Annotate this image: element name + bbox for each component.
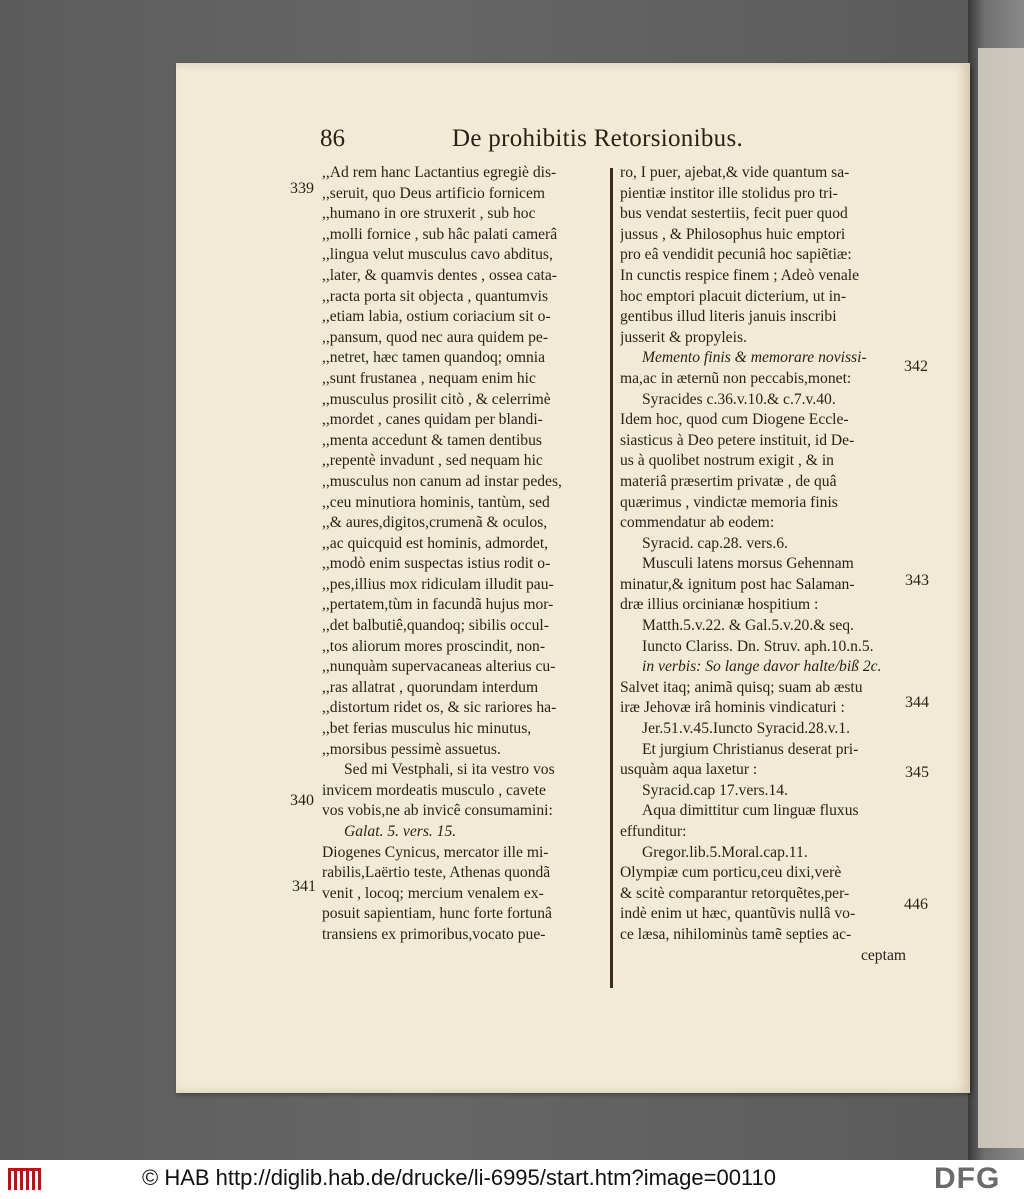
text-line: ,,Ad rem hanc Lactantius egregiè dis-	[322, 164, 557, 181]
citation-line: Jer.51.v.45.Iuncto Syracid.28.v.1.	[642, 720, 851, 738]
text-line: transiens ex primoribus,vocato pue-	[322, 925, 546, 943]
text-line: iræ Jehovæ irâ hominis vindicaturi :	[620, 699, 845, 717]
page-title: De prohibitis Retorsionibus.	[452, 125, 744, 152]
margin-number: 345	[905, 764, 929, 781]
text-line: ,,later, & quamvis dentes , ossea cata-	[322, 266, 557, 284]
text-line: ro, I puer, ajebat,& vide quantum sa-	[620, 164, 850, 181]
text-line: pro eâ vendidit pecuniâ hoc sapiẽtiæ:	[620, 246, 852, 264]
citation-line: Syracid. cap.28. vers.6.	[642, 534, 788, 552]
margin-number: 343	[905, 572, 929, 589]
text-line: ma,ac in æternũ non peccabis,monet:	[620, 369, 852, 387]
text-line: siasticus à Deo petere instituit, id De-	[620, 431, 855, 449]
text-line: ,,pes,illius mox ridiculam illudit pau-	[322, 575, 554, 593]
text-line: Et jurgium Christianus deserat pri-	[642, 740, 859, 758]
text-line: jussus , & Philosophus huic emptori	[620, 225, 846, 243]
text-line: ,,pansum, quod nec aura quidem pe-	[322, 328, 549, 346]
text-line: vos vobis,ne ab invicê consumamini:	[322, 802, 553, 820]
text-line: jusserit & propyleis.	[620, 328, 747, 346]
text-line: & scitè comparantur retorquẽtes,per-	[620, 884, 850, 902]
text-line: invicem mordeatis musculo , cavete	[322, 781, 546, 799]
text-line: Sed mi Vestphali, si ita vestro vos	[344, 761, 555, 779]
text-line: materiâ præsertim privatæ , de quâ	[620, 472, 837, 490]
column-divider	[610, 168, 613, 988]
text-line: gentibus illud literis januis inscribi	[620, 308, 837, 326]
text-line: pientiæ institor ille stolidus pro tri-	[620, 184, 838, 202]
text-line: ,,mordet , canes quidam per blandi-	[322, 411, 543, 429]
text-line: Diogenes Cynicus, mercator ille mi-	[322, 843, 549, 861]
facing-page-edge	[978, 48, 1024, 1148]
text-line: ,,pertatem,tùm in facundã hujus mor-	[322, 596, 554, 614]
text-line: us à quolibet nostrum exigit , & in	[620, 452, 834, 470]
text-line: rabilis,Laërtio teste, Athenas quondã	[322, 864, 551, 882]
dfg-logo: DFG	[934, 1162, 1001, 1195]
text-line: venit , locoq; mercium venalem ex-	[322, 884, 544, 902]
text-line: Idem hoc, quod cum Diogene Eccle-	[620, 411, 849, 429]
text-line: ,,morsibus pessimè assuetus.	[322, 740, 501, 758]
text-line: Olympiæ cum porticu,ceu dixi,verè	[620, 864, 842, 882]
margin-number: 446	[904, 896, 928, 913]
text-line: posuit sapientiam, hunc forte fortunâ	[322, 905, 552, 923]
library-logo-icon	[6, 1164, 46, 1194]
text-line: ,,seruit, quo Deus artificio fornicem	[322, 184, 546, 202]
text-line: effunditur:	[620, 823, 687, 840]
text-line: ,,nunquàm supervacaneas alterius cu-	[322, 658, 556, 676]
text-line: ,,repentè invadunt , sed nequam hic	[322, 452, 543, 470]
text-line: dræ illius orcinianæ hospitium :	[620, 596, 819, 614]
text-line: ,,humano in ore struxerit , sub hoc	[322, 205, 536, 223]
text-line: ,,bet ferias musculus hic minutus,	[322, 720, 532, 738]
text-line: ,,ras allatrat , quorundam interdum	[322, 678, 539, 696]
citation-line: Iuncto Clariss. Dn. Struv. aph.10.n.5.	[642, 637, 874, 655]
text-line: ,,ac quicquid est hominis, admordet,	[322, 534, 549, 552]
margin-number: 344	[905, 694, 929, 711]
text-line: ,,sunt frustanea , nequam enim hic	[322, 369, 536, 387]
margin-number: 339	[290, 180, 314, 197]
text-line: ,,tos aliorum mores proscindit, non-	[322, 637, 546, 655]
citation-line: Syracides c.36.v.10.& c.7.v.40.	[642, 390, 836, 408]
text-line: ,,etiam labia, ostium coriacium sit o-	[322, 308, 551, 326]
text-line: ,,modò enim suspectas istius rodit o-	[322, 555, 551, 573]
citation-line: Galat. 5. vers. 15.	[344, 823, 457, 840]
text-line: ,,distortum ridet os, & sic rariores ha-	[322, 699, 557, 717]
text-line: ,,molli fornice , sub hâc palati camerâ	[322, 225, 558, 243]
text-line: Aqua dimittitur cum linguæ fluxus	[642, 802, 859, 820]
footer-credit-link[interactable]: © HAB http://diglib.hab.de/drucke/li-6995/start.htm?image=00110	[142, 1165, 777, 1190]
text-line: ,,musculus prosilit citò , & celerrimè	[322, 390, 551, 408]
margin-number: 342	[904, 358, 928, 375]
citation-line: Gregor.lib.5.Moral.cap.11.	[642, 843, 808, 861]
text-line: ,,musculus non canum ad instar pedes,	[322, 472, 562, 490]
text-line: ,,det balbutiê,quandoq; sibilis occul-	[322, 617, 549, 635]
page-number: 86	[320, 125, 345, 152]
citation-line: in verbis: So lange davor halte/biß 2c.	[642, 658, 882, 676]
text-line: Memento finis & memorare novissi-	[642, 349, 867, 367]
text-line: hoc emptori placuit dicterium, ut in-	[620, 287, 847, 305]
margin-number: 340	[290, 792, 314, 809]
left-column	[322, 163, 607, 946]
running-head	[0, 125, 1024, 159]
text-line: ,,lingua velut musculus cavo abditus,	[322, 246, 553, 264]
text-line: ,,& aures,digitos,crumenã & oculos,	[322, 514, 548, 532]
text-line: minatur,& ignitum post hac Salaman-	[620, 575, 855, 593]
citation-line: Syracid.cap 17.vers.14.	[642, 781, 788, 799]
right-column	[620, 163, 910, 966]
text-line: ce læsa, nihilominùs tamẽ septies ac-	[620, 925, 852, 943]
text-line: bus vendat sestertiis, fecit puer quod	[620, 205, 848, 223]
text-line: ,,racta porta sit objecta , quantumvis	[322, 287, 549, 305]
catchword: ceptam	[860, 946, 906, 964]
text-line: ,,netret, hæc tamen quandoq; omnia	[322, 349, 546, 367]
citation-line: Matth.5.v.22. & Gal.5.v.20.& seq.	[642, 617, 854, 635]
margin-number: 341	[292, 878, 316, 895]
text-line: quærimus , vindictæ memoria finis	[620, 493, 838, 511]
text-line: Musculi latens morsus Gehennam	[642, 555, 854, 573]
text-line: Salvet itaq; animã quisq; suam ab æstu	[620, 678, 863, 696]
text-line: ,,ceu minutiora hominis, tantùm, sed	[322, 493, 550, 511]
text-line: In cunctis respice finem ; Adeò venale	[620, 266, 860, 284]
text-line: usquàm aqua laxetur :	[620, 761, 758, 779]
text-line: indè enim ut hæc, quantũvis nullâ vo-	[620, 905, 856, 923]
text-line: ,,menta accedunt & tamen dentibus	[322, 431, 542, 449]
text-line: commendatur ab eodem:	[620, 514, 775, 532]
